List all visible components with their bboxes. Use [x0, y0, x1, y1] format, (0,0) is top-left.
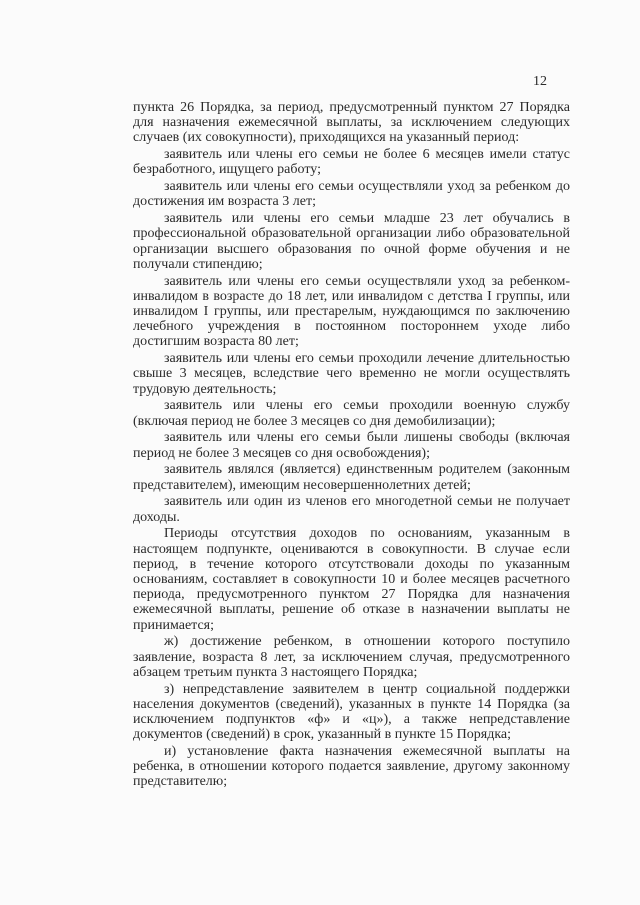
paragraph-childcare: заявитель или члены его семьи осуществляли уход за ребенком до достижения им возраста 3 лет;	[133, 179, 570, 210]
paragraph-disabled-care: заявитель или члены его семьи осуществляли уход за ребенком-инвалидом в возрасте до 18 лет, или инвалидом с детства I группы, или инвалидом I группы, или престарелым, нуждающимся по заключению лечебного учреждения в постоянном постороннем уходе либо достигшим возраста 80 лет;	[133, 273, 570, 350]
page-number: 12	[533, 74, 547, 89]
paragraph-item-zh: ж) достижение ребенком, в отношении которого поступило заявление, возраста 8 лет, за исключением случая, предусмотренного абзацем третьим пункта 3 настоящего Порядка;	[133, 634, 570, 680]
paragraph-periods: Периоды отсутствия доходов по основаниям, указанным в настоящем подпункте, оцениваются в совокупности. В случае если период, в течение которого отсутствовали доходы по указанным основаниям, составляет в совокупности 10 и более месяцев расчетного периода, предусмотренного пунктом 27 Порядка для назначения ежемесячной выплаты, решение об отказе в назначении выплаты не принимается;	[133, 526, 570, 633]
paragraph-continuation: пункта 26 Порядка, за период, предусмотренный пунктом 27 Порядка для назначения ежемесячной выплаты, за исключением следующих случаев (их совокупности), приходящихся на указанный период:	[133, 100, 570, 146]
document-body	[133, 100, 570, 791]
paragraph-imprisonment: заявитель или члены его семьи были лишены свободы (включая период не более 3 месяцев со дня освобождения);	[133, 430, 570, 461]
paragraph-single-parent: заявитель являлся (является) единственным родителем (законным представителем), имеющим несовершеннолетних детей;	[133, 462, 570, 493]
paragraph-treatment: заявитель или члены его семьи проходили лечение длительностью свыше 3 месяцев, вследствие чего временно не могли осуществлять трудовую деятельность;	[133, 351, 570, 397]
paragraph-unemployed: заявитель или члены его семьи не более 6 месяцев имели статус безработного, ищущего работу;	[133, 147, 570, 178]
paragraph-item-z: з) непредставление заявителем в центр социальной поддержки населения документов (сведений), указанных в пункте 14 Порядка (за исключением подпунктов «ф» и «ц»), а также непредставление документов (сведений) в срок, указанный в пункте 15 Порядка;	[133, 681, 570, 743]
paragraph-large-family: заявитель или один из членов его многодетной семьи не получает доходы.	[133, 494, 570, 525]
paragraph-education: заявитель или члены его семьи младше 23 лет обучались в профессиональной образовательной организации либо образовательной организации высшего образования по очной форме обучения и не получали стипендию;	[133, 211, 570, 272]
paragraph-military-service: заявитель или члены его семьи проходили военную службу (включая период не более 3 месяцев со дня демобилизации);	[133, 398, 570, 429]
paragraph-item-i: и) установление факта назначения ежемесячной выплаты на ребенка, в отношении которого подается заявление, другому законному представителю;	[133, 744, 570, 790]
